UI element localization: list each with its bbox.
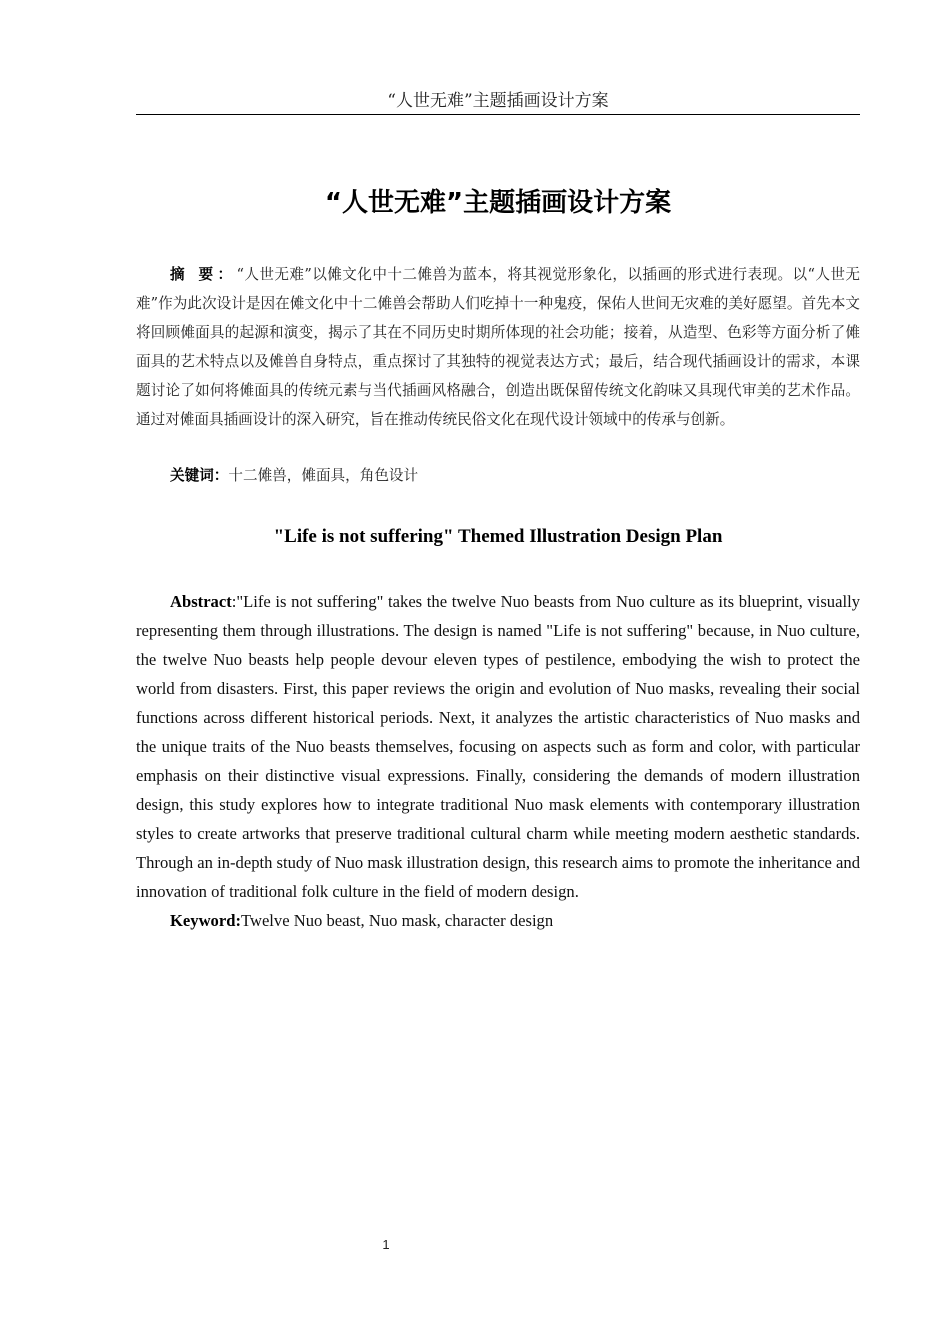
chinese-title: “人世无难”主题插画设计方案 [324,188,672,218]
english-abstract [136,587,860,906]
chinese-abstract-text: “人世无难”以傩文化中十二傩兽为蓝本，将其视觉形象化，以插画的形式进行表现。以“人世无难”作为此次设计是因在傩文化中十二傩兽会帮助人们吃掉十一种鬼疫，保佑人世间无灾难的美好愿望。首先本文将回顾傩面具的起源和演变，揭示了其在不同历史时期所体现的社会功能；接着，从造型、色彩等方面分析了傩面具的艺术特点以及傩兽自身特点，重点探讨了其独特的视觉表达方式；最后，结合现代插画设计的需求，本课题讨论了如何将傩面具的传统元素与当代插画风格融合，创造出既保留传统文化韵味又具现代审美的艺术作品。通过对傩面具插画设计的深入研究，旨在推动传统民俗文化在现代设计领域中的传承与创新。 [136,266,860,428]
english-keywords [170,906,860,935]
chinese-keywords-label: 关键词： [170,467,229,484]
english-keywords-text: Twelve Nuo beast, Nuo mask, character design [240,911,554,930]
english-keywords-label: Keyword: [170,911,241,930]
running-header: “人世无难”主题插画设计方案 [136,88,860,115]
page-number: 1 [382,1237,390,1252]
english-abstract-text: :"Life is not suffering" takes the twelve Nuo beasts from Nuo culture as its blueprint, visually representing them through illustrations. The design is named "Life is not suffering" because, in Nuo culture, the twelve Nuo beasts help people devour eleven types of pestilence, embodying the wish to protect the world from disasters. First, this paper reviews the origin and evolution of Nuo masks, revealing their social functions across different historical periods. Next, it analyzes the artistic characteristics of Nuo masks and the unique traits of the Nuo beasts themselves, focusing on aspects such as form and color, with particular emphasis on their distinctive visual expressions. Finally, considering the demands of modern illustration design, this study explores how to integrate traditional Nuo mask elements with contemporary illustration styles to create artworks that preserve traditional cultural charm while meeting modern aesthetic standards. Through an in-depth study of Nuo mask illustration design, this research aims to promote the inheritance and innovation of traditional folk culture in the field of modern design. [136,592,860,901]
chinese-keywords-text: 十二傩兽，傩面具，角色设计 [228,467,419,484]
chinese-abstract-label: 摘 要： [170,266,237,283]
chinese-abstract [136,260,860,434]
english-abstract-label: Abstract [170,592,232,611]
english-title: "Life is not suffering" Themed Illustration Design Plan [273,526,723,547]
chinese-keywords [170,461,860,490]
